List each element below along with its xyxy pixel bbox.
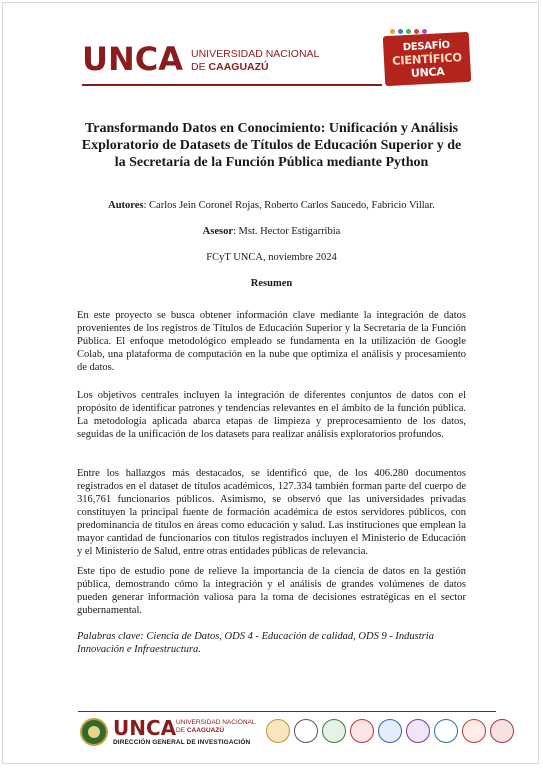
abstract-paragraph-3: Entre los hallazgos más destacados, se identificó que, de los 406.280 documentos registrados en el dataset de títulos académicos, 127.334 también forman parte del cuerpo de 316,761 funcionarios públicos. Asimismo, se observó que las universidades privadas constituyen la principal fuente de formación académica de estos servidores públicos, con predominancia de títulos en áreas como educación y salud. Las instituciones que emplean la mayor cantidad de funcionarios con títulos registrados incluyen el Ministerio de Educación y el Ministerio de Salud, entre otras entidades públicas de relevancia. bbox=[77, 468, 466, 557]
university-name-line1: UNIVERSIDAD NACIONAL bbox=[191, 48, 320, 60]
faculty-logos bbox=[266, 719, 514, 743]
advisor-label: Asesor bbox=[202, 226, 233, 237]
faculty-logo-icon bbox=[266, 719, 290, 743]
abstract-heading: Resumen bbox=[250, 278, 293, 289]
university-name bbox=[191, 48, 319, 74]
advisor-name: : Mst. Hector Estigarribia bbox=[233, 226, 341, 237]
badge-dot bbox=[398, 29, 403, 34]
authors-label: Autores bbox=[108, 200, 144, 211]
badge-line-1: DESAFÍO bbox=[402, 39, 451, 53]
affiliation: FCyT UNCA, noviembre 2024 bbox=[206, 252, 337, 263]
faculty-logo-icon bbox=[294, 719, 318, 743]
header-rule bbox=[82, 84, 382, 86]
footer-university-line2 bbox=[176, 727, 255, 735]
badge-decoration bbox=[390, 29, 427, 34]
university-name-line2 bbox=[191, 61, 319, 74]
desafio-cientifico-badge bbox=[384, 34, 470, 84]
university-seal-icon bbox=[80, 718, 108, 746]
faculty-logo-icon bbox=[434, 719, 458, 743]
badge-dot bbox=[422, 29, 427, 34]
badge-dot bbox=[390, 29, 395, 34]
university-name-prefix: DE bbox=[191, 61, 209, 73]
badge-body bbox=[383, 32, 471, 86]
header bbox=[82, 40, 320, 78]
unca-logo: UNCA bbox=[82, 40, 184, 78]
authors-names: : Carlos Jein Coronel Rojas, Roberto Carlos Saucedo, Fabricio Villar. bbox=[143, 200, 435, 211]
authors-line bbox=[60, 200, 483, 211]
abstract-paragraph-2: Los objetivos centrales incluyen la integración de diferentes conjuntos de datos con el propósito de identificar patrones y tendencias relevantes en el ámbito de la función pública. La metodología aplicada abarca etapas de limpieza y preprocesamiento de los datos, seguidas de la unificación de los datasets para realizar análisis exploratorios profundos. bbox=[77, 390, 466, 440]
faculty-logo-icon bbox=[490, 719, 514, 743]
faculty-logo-icon bbox=[406, 719, 430, 743]
footer-unca-logo: UNCA bbox=[113, 716, 177, 740]
footer-university-line1: UNIVERSIDAD NACIONAL bbox=[176, 719, 256, 726]
faculty-logo-icon bbox=[350, 719, 374, 743]
badge-dot bbox=[414, 29, 419, 34]
badge-line-3: UNCA bbox=[410, 64, 445, 80]
keywords: Palabras clave: Ciencia de Datos, ODS 4 - Educación de calidad, ODS 9 - Industria Innovación e Infraestructura. bbox=[77, 631, 434, 655]
footer-university-prefix: DE bbox=[176, 727, 187, 734]
footer-university-caaguazu: CAAGUAZÚ bbox=[186, 727, 225, 734]
footer-department: DIRECCIÓN GENERAL DE INVESTIGACIÓN bbox=[113, 739, 251, 746]
university-name-caaguazu: CAAGUAZÚ bbox=[208, 61, 269, 73]
abstract-paragraph-1: En este proyecto se busca obtener información clave mediante la integración de datos provenientes de los registros de Títulos de Educación Superior y la Secretaría de la Función Pública. El enfoque metodológico empleado se fundamenta en la utilización de Google Colab, una plataforma de computación en la nube que optimiza el análisis y procesamiento de datos. bbox=[77, 310, 466, 373]
footer-university-name bbox=[176, 719, 255, 735]
footer-rule bbox=[78, 711, 496, 712]
advisor-line bbox=[60, 226, 483, 237]
faculty-logo-icon bbox=[462, 719, 486, 743]
document-title: Transformando Datos en Conocimiento: Unificación y Análisis Exploratorio de Datasets de Títulos de Educación Superior y de la Secretaría de la Función Pública mediante Python bbox=[81, 121, 462, 170]
faculty-logo-icon bbox=[378, 719, 402, 743]
badge-dot bbox=[406, 29, 411, 34]
faculty-logo-icon bbox=[322, 719, 346, 743]
badge-line-2: CIENTÍFICO bbox=[391, 49, 463, 68]
abstract-paragraph-4: Este tipo de estudio pone de relieve la importancia de la ciencia de datos en la gestión pública, demostrando cómo la integración y el análisis de grandes volúmenes de datos pueden generar información valiosa para la toma de decisiones estratégicas en el sector gubernamental. bbox=[77, 566, 466, 616]
